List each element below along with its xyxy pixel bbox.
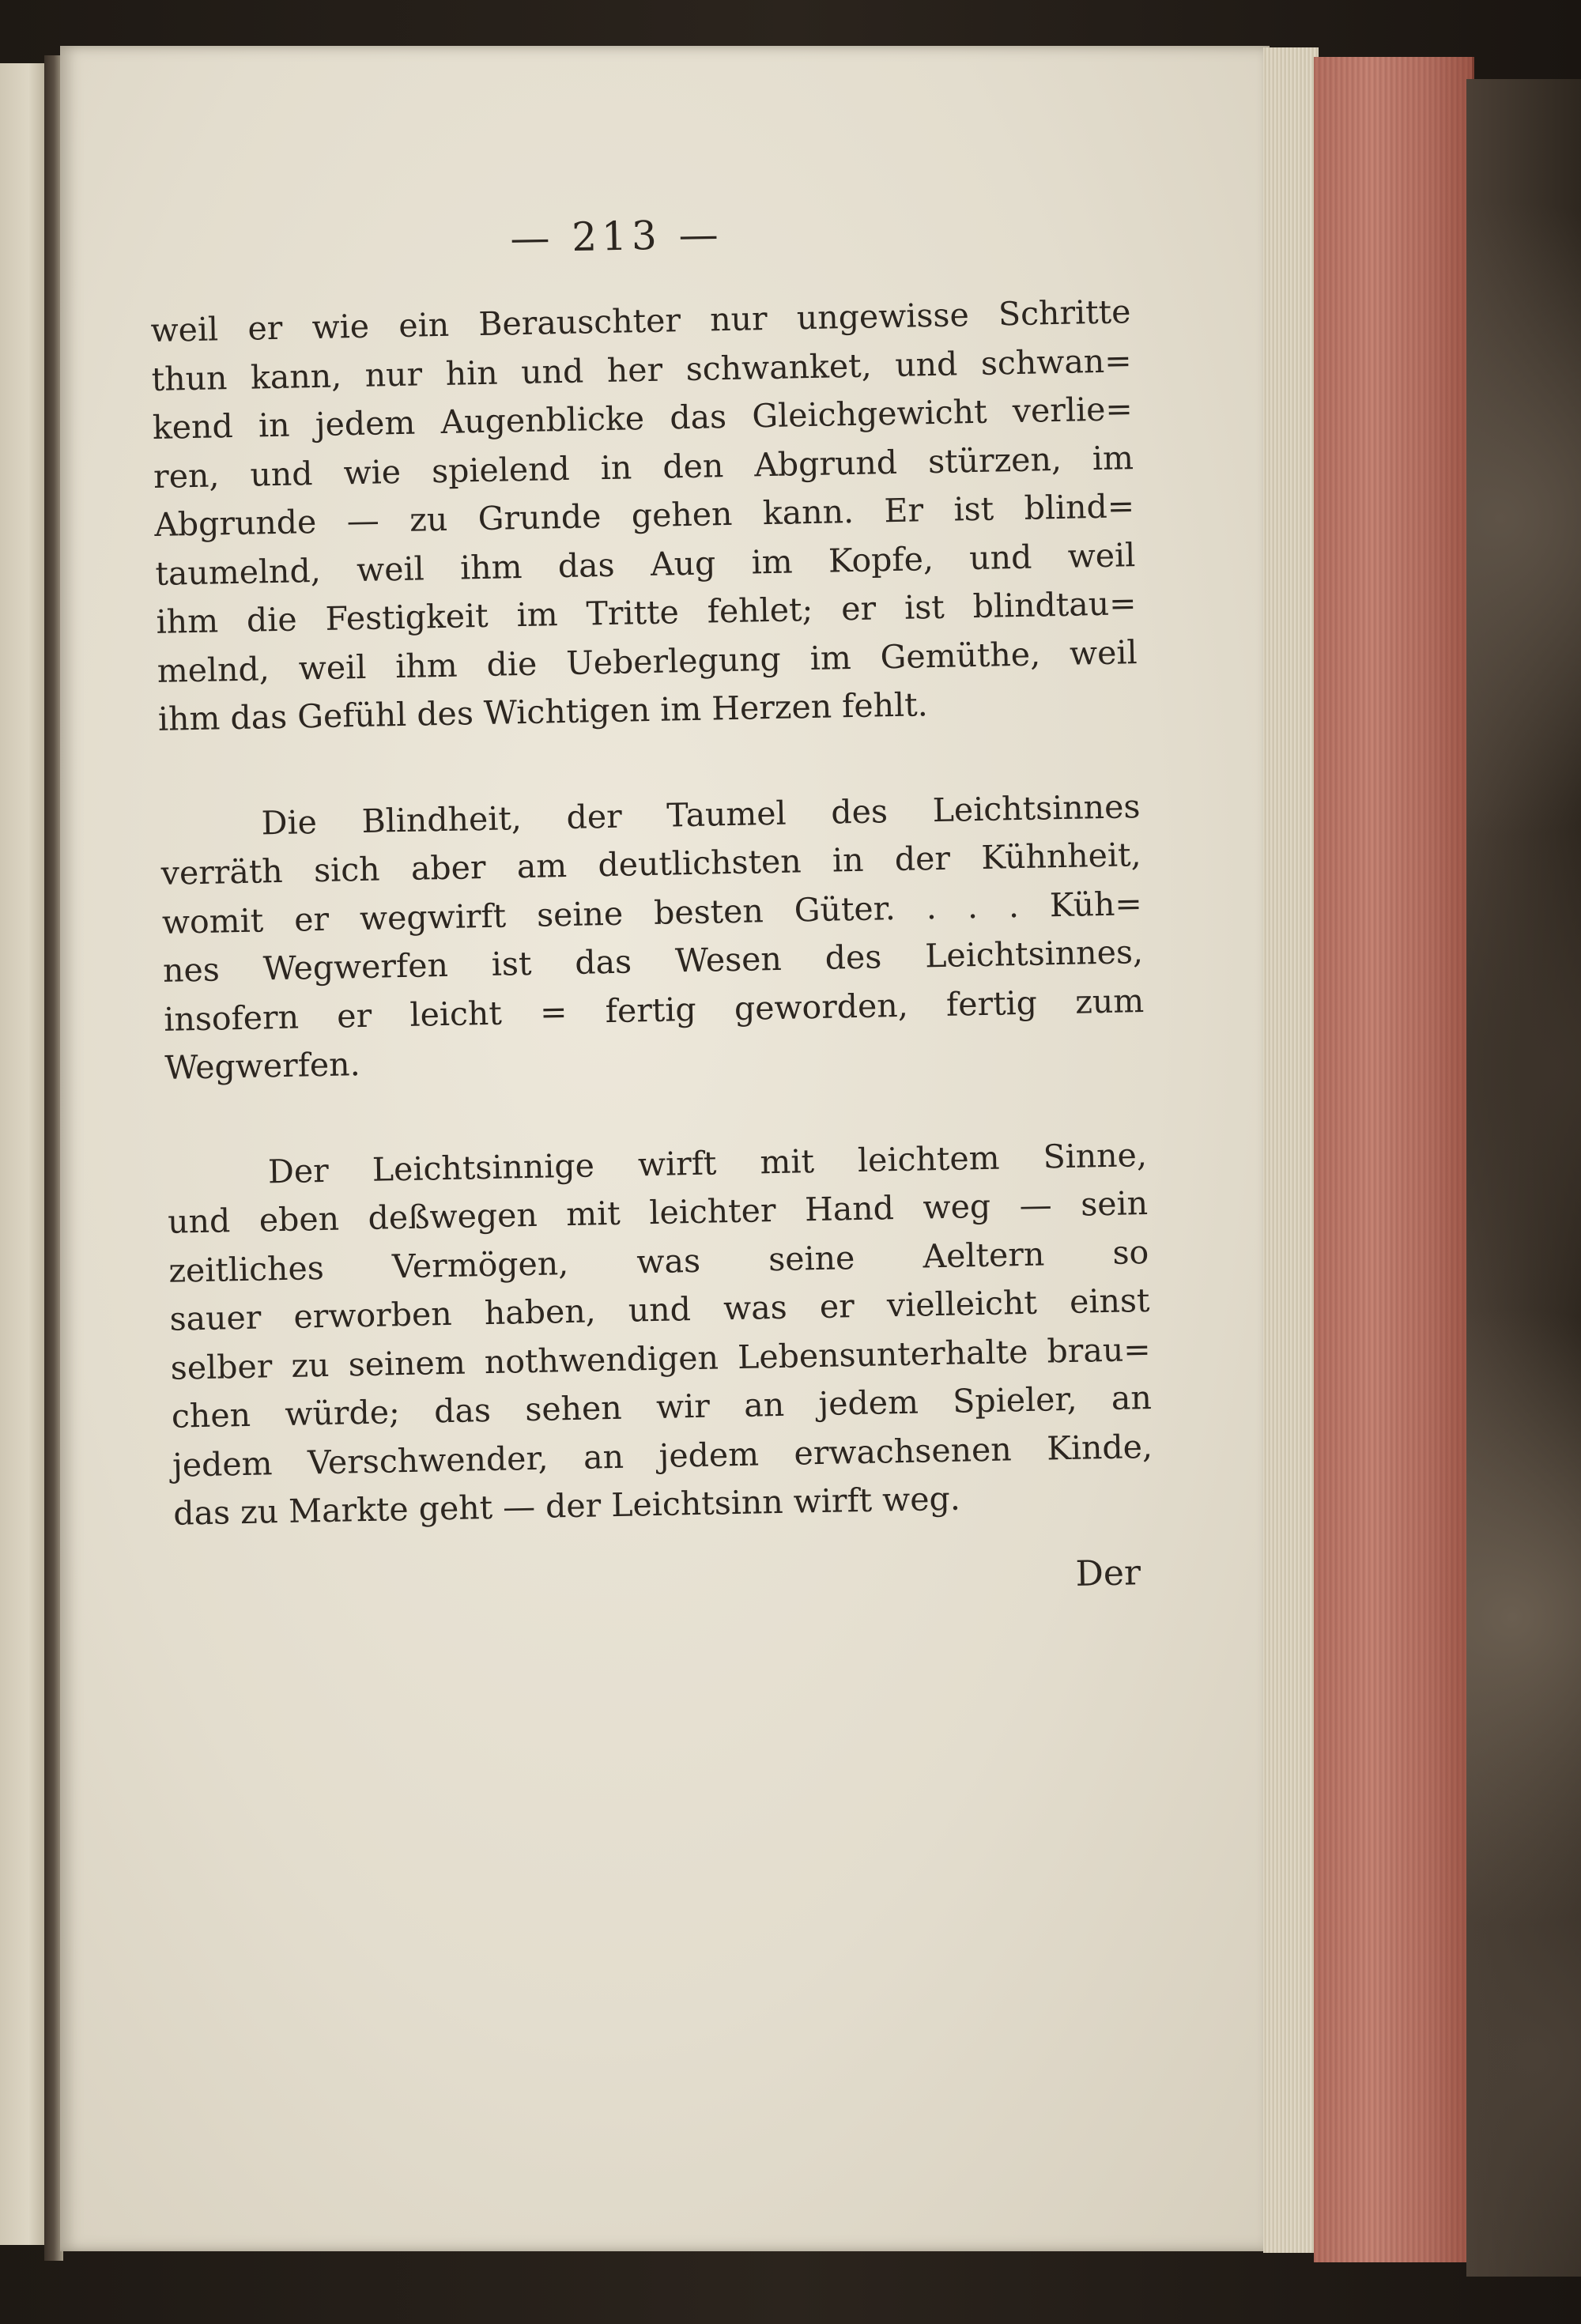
text-line: ihm das Gefühl des Wichtigen im Herzen fehlt. bbox=[157, 685, 929, 738]
text-line: und eben deßwegen mit leichter Hand weg — sein bbox=[167, 1183, 1149, 1241]
page-stack-edges bbox=[1263, 47, 1319, 2253]
text-line: taumelnd, weil ihm das Aug im Kopfe, und weil bbox=[155, 535, 1136, 593]
text-line: nes Wegwerfen ist das Wesen des Leichtsinnes, bbox=[162, 933, 1144, 990]
text-line: jedem Verschwender, an jedem erwachsenen Kinde, bbox=[172, 1427, 1153, 1485]
text-line: chen würde; das sehen wir an jedem Spieler, an bbox=[171, 1378, 1153, 1436]
text-line: kend in jedem Augenblicke das Gleichgewicht verlie= bbox=[152, 390, 1134, 447]
marbled-book-cover bbox=[1466, 79, 1581, 2277]
red-stained-page-edge bbox=[1314, 57, 1474, 2262]
text-line: ren, und wie spielend in den Abgrund stürzen, im bbox=[153, 438, 1134, 496]
text-line: zeitliches Vermögen, was seine Aeltern so bbox=[168, 1232, 1149, 1290]
text-line: womit er wegwirft seine besten Güter. . . . Küh= bbox=[161, 884, 1143, 941]
text-line: sauer erworben haben, und was er vielleicht einst bbox=[169, 1281, 1150, 1338]
text-line: Die Blindheit, der Taumel des Leichtsinnes bbox=[261, 787, 1141, 842]
text-line: das zu Markte geht — der Leichtsinn wirft weg. bbox=[172, 1479, 961, 1533]
text-line: Wegwerfen. bbox=[164, 1045, 361, 1087]
text-line: melnd, weil ihm die Ueberlegung im Gemüthe, weil bbox=[157, 632, 1138, 690]
page-text-block bbox=[150, 288, 1156, 1615]
paragraph-3 bbox=[166, 1130, 1153, 1538]
text-line: insofern er leicht = fertig geworden, fertig zum bbox=[163, 981, 1145, 1039]
text-line: selber zu seinem nothwendigen Lebensunterhalte brau= bbox=[170, 1330, 1152, 1387]
paragraph-2 bbox=[160, 783, 1145, 1093]
text-line: weil er wie ein Berauschter nur ungewisse Schritte bbox=[150, 292, 1131, 349]
left-facing-page-edge bbox=[0, 63, 47, 2245]
text-line: Der Leichtsinnige wirft mit leichtem Sinne, bbox=[267, 1135, 1148, 1190]
text-line: verräth sich aber am deutlichsten in der Kühnheit, bbox=[160, 836, 1141, 892]
text-line: ihm die Festigkeit im Tritte fehlet; er ist blindtau= bbox=[156, 584, 1137, 641]
paragraph-1 bbox=[150, 288, 1138, 744]
catchword: Der bbox=[1075, 1552, 1141, 1594]
text-line: Abgrunde — zu Grunde gehen kann. Er ist blind= bbox=[153, 487, 1135, 544]
page-number-header: — 213 — bbox=[509, 211, 724, 262]
text-line: thun kann, nur hin und her schwanket, und schwan= bbox=[151, 341, 1132, 398]
